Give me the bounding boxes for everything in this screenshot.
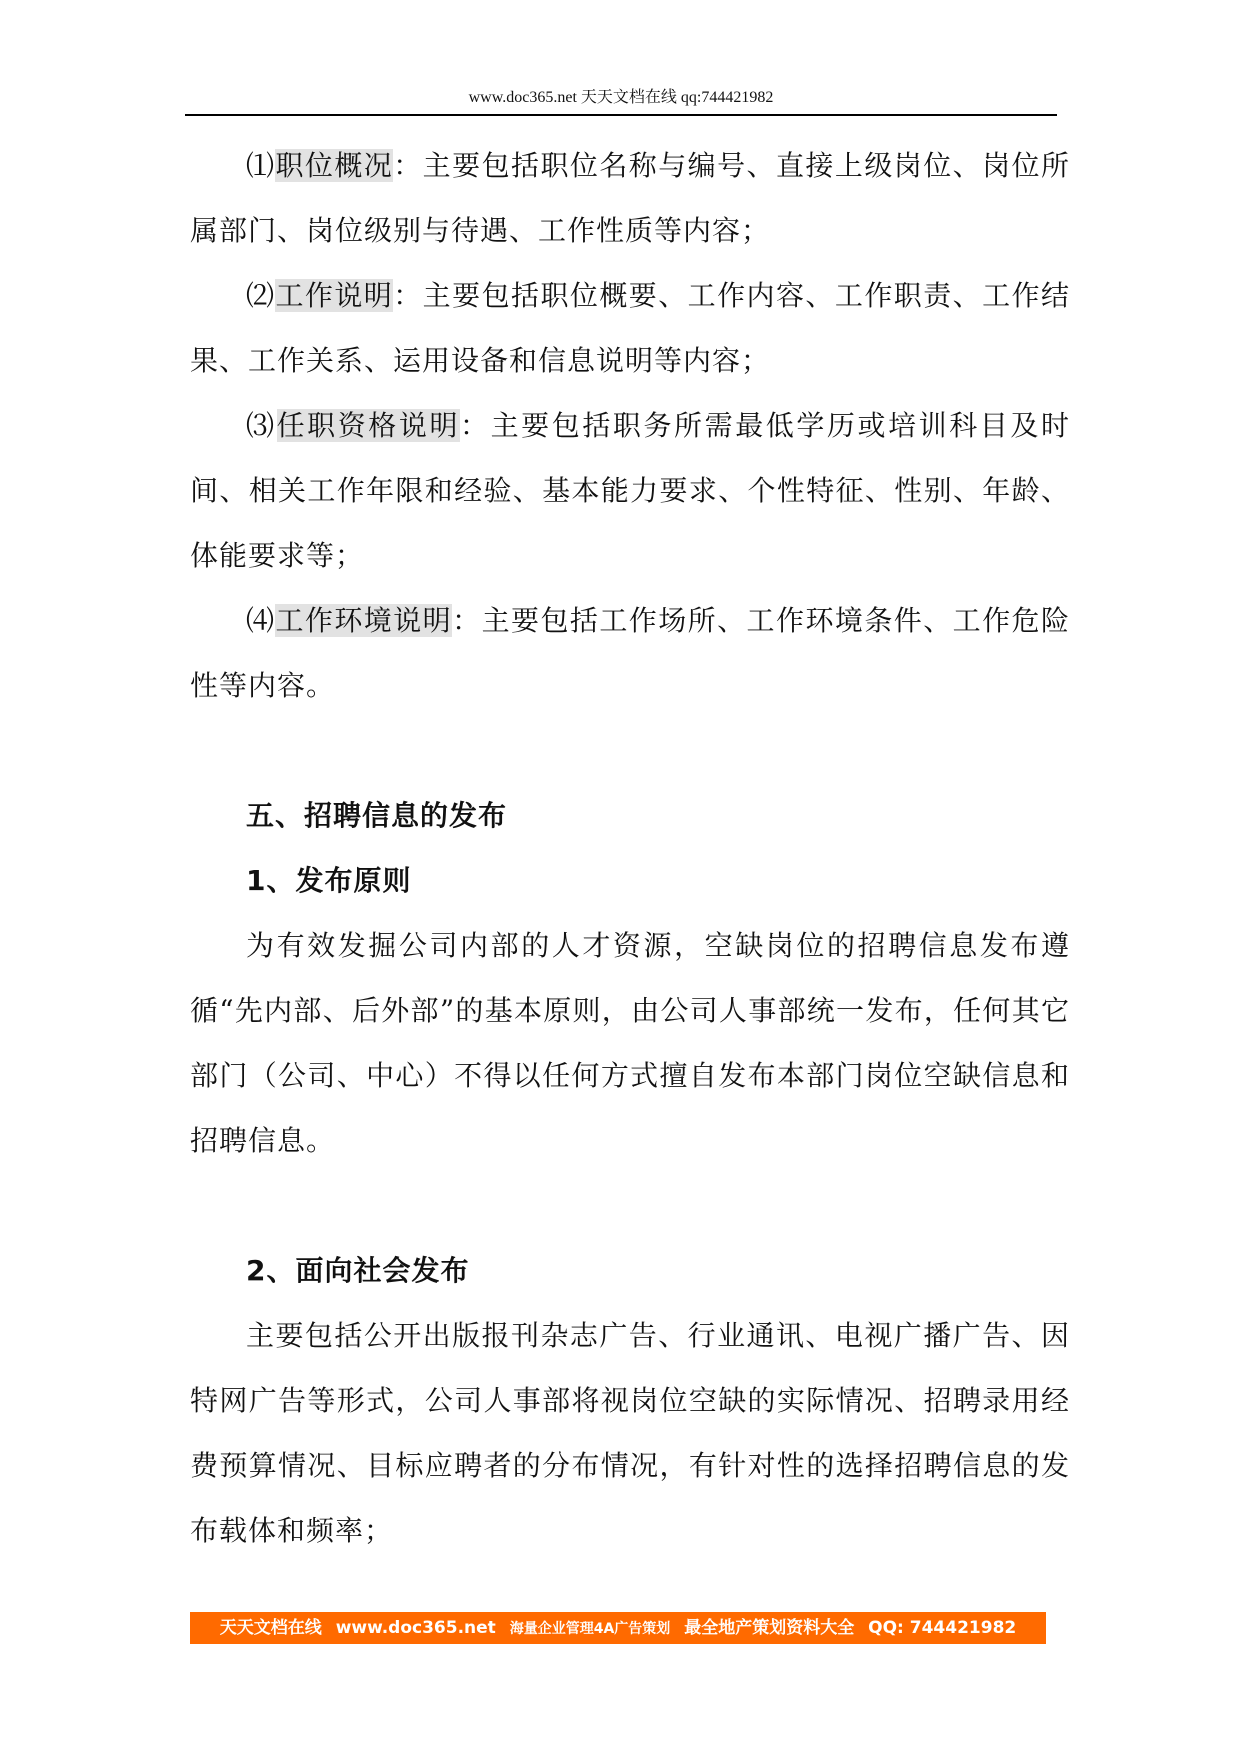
list-item-2-term: 工作说明 — [275, 279, 394, 312]
footer-qq: QQ: 744421982 — [868, 1618, 1017, 1638]
list-item-1-term: 职位概况 — [275, 149, 394, 182]
list-item-3-term: 任职资格说明 — [276, 409, 461, 442]
paragraph-publishing-principle: 为有效发掘公司内部的人才资源，空缺岗位的招聘信息发布遵循“先内部、后外部”的基本原则，由公司人事部统一发布，任何其它部门（公司、中心）不得以任何方式擅自发布本部门岗位空缺信息和招聘信息。 — [190, 929, 1070, 1157]
footer-url-link[interactable]: www.doc365.net — [335, 1618, 496, 1638]
document-body — [190, 133, 1070, 1563]
paragraph-public-publishing: 主要包括公开出版报刊杂志广告、行业通讯、电视广播广告、因特网广告等形式，公司人事部将视岗位空缺的实际情况、招聘录用经费预算情况、目标应聘者的分布情况，有针对性的选择招聘信息的发布载体和频率； — [190, 1319, 1070, 1547]
spacer — [190, 1173, 1070, 1238]
section-heading: 五、招聘信息的发布 — [246, 799, 508, 832]
subsection-heading-2: 2、面向社会发布 — [246, 1254, 470, 1287]
list-item-1 — [190, 133, 1070, 263]
header-rule — [185, 114, 1057, 116]
footer-slogan-1: 海量企业管理4A广告策划 — [509, 1621, 671, 1637]
list-item-3-text: ：主要包括职务所需最低学历或培训科目及时间、相关工作年限和经验、基本能力要求、个性特征、性别、年龄、体能要求等； — [190, 409, 1070, 572]
list-item-1-number: ⑴ — [246, 149, 276, 182]
list-item-2-text: ：主要包括职位概要、工作内容、工作职责、工作结果、工作关系、运用设备和信息说明等内容； — [190, 279, 1070, 377]
list-item-3 — [190, 393, 1070, 588]
page-header: www.doc365.net 天天文档在线 qq:744421982 — [468, 89, 774, 106]
list-item-4 — [190, 588, 1070, 718]
list-item-2-number: ⑵ — [246, 279, 276, 312]
list-item-1-text: ：主要包括职位名称与编号、直接上级岗位、岗位所属部门、岗位级别与待遇、工作性质等内容； — [190, 149, 1070, 247]
list-item-4-text: ：主要包括工作场所、工作环境条件、工作危险性等内容。 — [190, 604, 1070, 702]
list-item-4-term: 工作环境说明 — [275, 604, 453, 637]
list-item-2 — [190, 263, 1070, 393]
spacer — [190, 718, 1070, 783]
subsection-heading-1: 1、发布原则 — [246, 864, 412, 897]
list-item-4-number: ⑷ — [246, 604, 276, 637]
list-item-3-number: ⑶ — [246, 409, 277, 442]
footer-banner — [190, 1612, 1046, 1644]
footer-site-name: 天天文档在线 — [219, 1618, 322, 1638]
footer-slogan-2: 最全地产策划资料大全 — [684, 1618, 855, 1638]
